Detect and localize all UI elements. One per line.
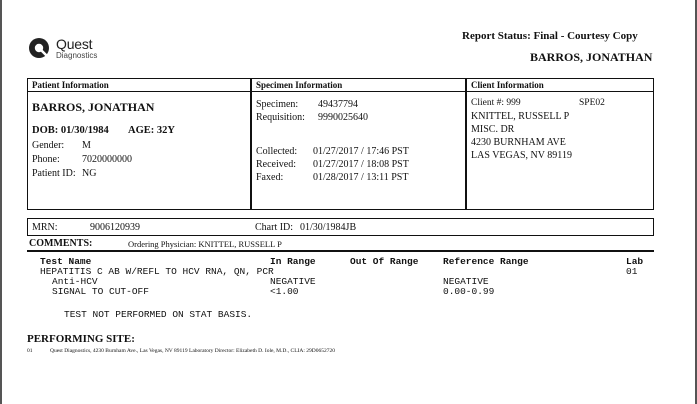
gender-label: Gender: [32, 140, 65, 151]
report-status: Report Status: Final - Courtesy Copy [462, 30, 638, 42]
header-in-range: In Range [270, 256, 316, 267]
client-line-1: KNITTEL, RUSSELL P [471, 111, 570, 122]
logo-sub: Diagnostics [56, 50, 98, 60]
section-rule [27, 250, 654, 252]
test-title: HEPATITIS C AB W/REFL TO HCV RNA, QN, PCR [40, 266, 274, 277]
comments-label: COMMENTS: [29, 238, 93, 249]
patient-age: AGE: 32Y [128, 125, 175, 136]
faxed-label: Faxed: [256, 172, 284, 183]
performing-site-index: 01 [27, 348, 33, 354]
mrn-box [27, 218, 654, 236]
logo-name: Quest [56, 35, 93, 52]
result-row-in-range: <1.00 [270, 286, 299, 297]
collected-value: 01/27/2017 / 17:46 PST [313, 146, 409, 157]
client-code: SPE02 [579, 98, 605, 108]
result-row-name: SIGNAL TO CUT-OFF [52, 286, 149, 297]
result-row-in-range: NEGATIVE [270, 276, 316, 287]
header-test-name: Test Name [40, 256, 92, 267]
header-patient-name: BARROS, JONATHAN [530, 50, 653, 64]
mrn-value: 9006120939 [90, 222, 140, 233]
result-row-name: Anti-HCV [52, 276, 98, 287]
result-row-reference: 0.00-0.99 [443, 286, 495, 297]
ordering-physician: Ordering Physician: KNITTEL, RUSSELL P [128, 239, 282, 249]
phone-label: Phone: [32, 154, 60, 165]
result-note: TEST NOT PERFORMED ON STAT BASIS. [64, 309, 253, 320]
client-line-3: 4230 BURNHAM AVE [471, 137, 566, 148]
client-line-2: MISC. DR [471, 124, 515, 135]
collected-label: Collected: [256, 146, 298, 157]
requisition-label: Requisition: [256, 112, 305, 123]
received-value: 01/27/2017 / 18:08 PST [313, 159, 409, 170]
column-divider [465, 79, 467, 209]
quest-logo [27, 36, 97, 60]
header-lab: Lab [626, 256, 644, 267]
received-label: Received: [256, 159, 296, 170]
chart-id-value: 01/30/1984JB [300, 222, 357, 233]
column-divider [250, 79, 252, 209]
patient-dob: DOB: 01/30/1984 [32, 125, 109, 136]
performing-site-label: PERFORMING SITE: [27, 333, 135, 345]
faxed-value: 01/28/2017 / 13:11 PST [313, 172, 409, 183]
requisition-value: 9990025640 [318, 112, 368, 123]
gender-value: M [82, 140, 91, 151]
client-info-title: Client Information [471, 80, 544, 90]
client-number: Client #: 999 [471, 98, 521, 108]
information-box [27, 78, 654, 210]
mrn-label: MRN: [32, 222, 58, 233]
patient-info-title: Patient Information [32, 80, 109, 90]
header-out-of-range: Out Of Range [350, 256, 419, 267]
chart-id-label: Chart ID: [255, 222, 294, 233]
page-edge-left [0, 0, 2, 404]
specimen-value: 49437794 [318, 99, 358, 110]
phone-value: 7020000000 [82, 154, 132, 165]
specimen-label: Specimen: [256, 99, 299, 110]
result-row-reference: NEGATIVE [443, 276, 489, 287]
patient-id-value: NG [82, 168, 97, 179]
patient-name: BARROS, JONATHAN [32, 100, 155, 114]
header-reference-range: Reference Range [443, 256, 529, 267]
specimen-info-title: Specimen Information [256, 80, 343, 90]
quest-logo-icon [27, 36, 51, 60]
client-line-4: LAS VEGAS, NV 89119 [471, 150, 572, 161]
performing-site-details: Quest Diagnostics, 4230 Burnham Ave., Las Vegas, NV 89119 Laboratory Director: Elizabeth D. Iole, M.D., CLIA: 29D0652720 [50, 348, 335, 354]
patient-id-label: Patient ID: [32, 168, 76, 179]
lab-code: 01 [626, 266, 638, 277]
